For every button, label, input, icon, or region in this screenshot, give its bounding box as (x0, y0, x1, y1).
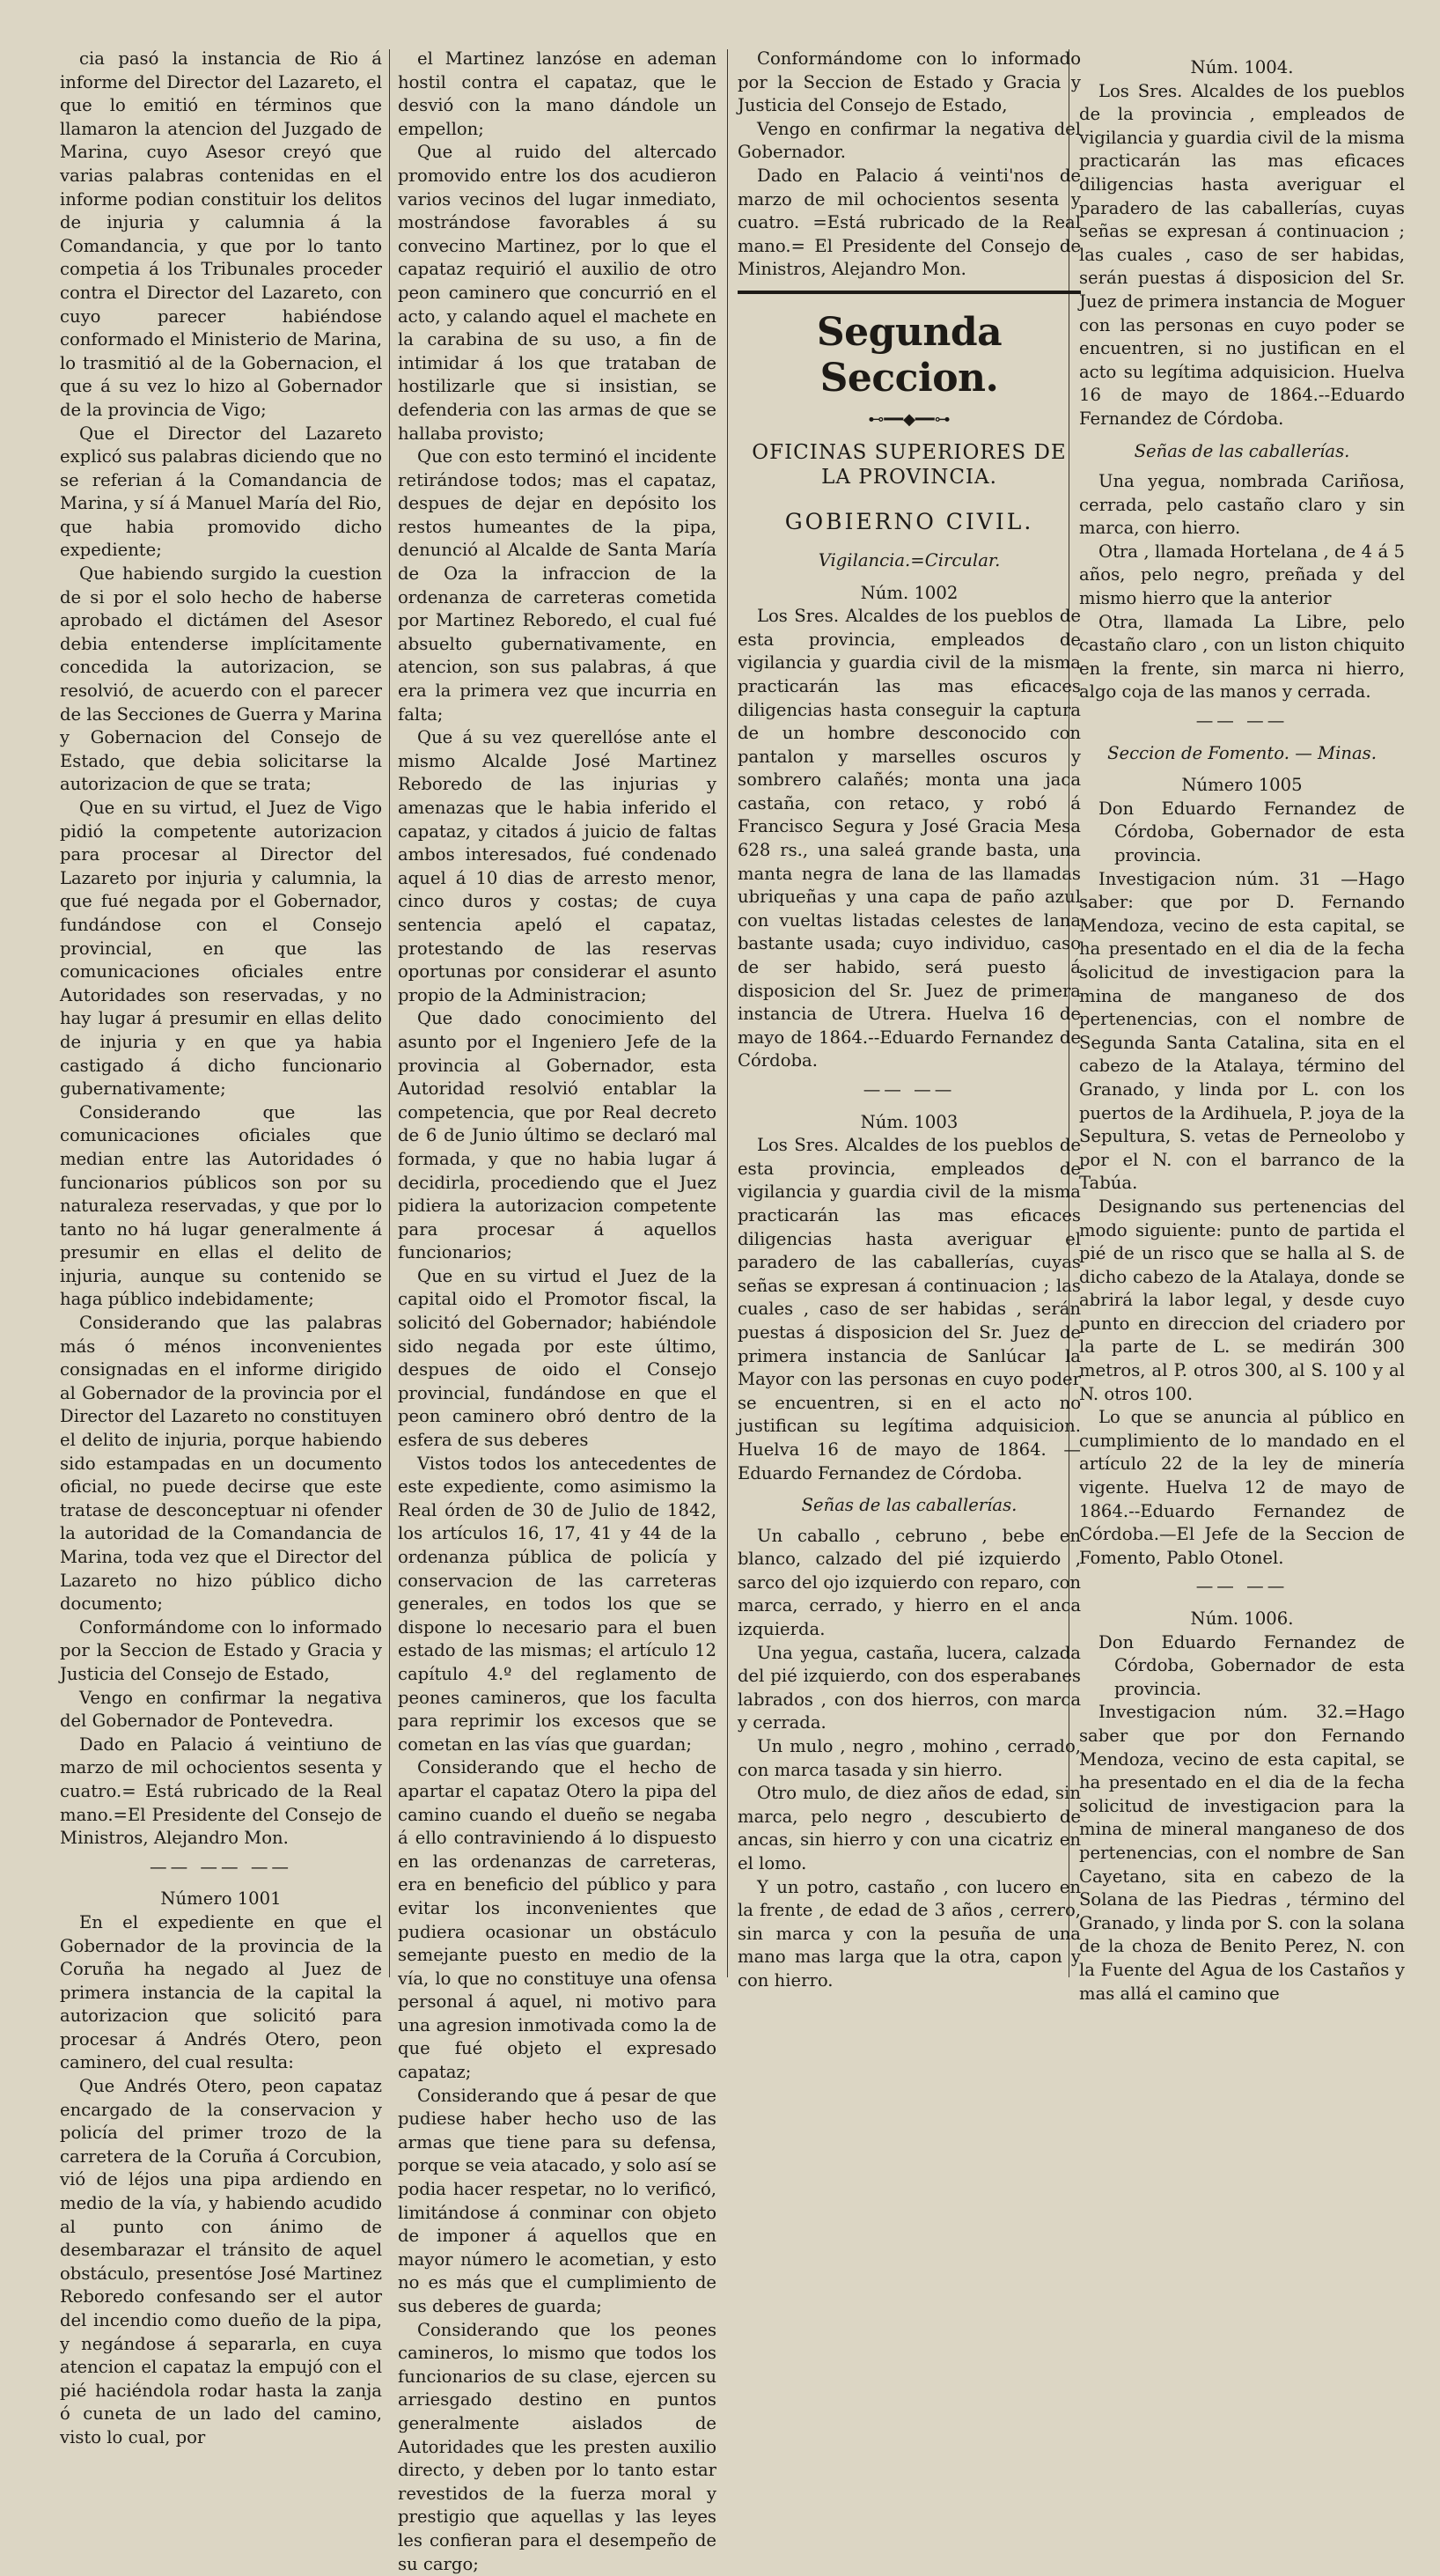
paragraph: Otra, llamada La Libre, pelo castaño claro , con un liston chiquito en la frente, sin marca ni hierro, algo coja de las manos y cerrada. (1079, 611, 1405, 703)
paragraph: el Martinez lanzóse en ademan hostil contra el capataz, que le desvió con la mano dándole un empellon; (398, 48, 716, 139)
separator: —— —— (1195, 710, 1289, 732)
paragraph: Los Sres. Alcaldes de los pueblos de la provincia , empleados de vigilancia y guardia civil de la misma practicarán las mas eficaces diligencias hasta averiguar el paradero de las caballerías, cuyas señas se expresan á continuacion ; las cuales , caso de ser habidas, serán puestas á disposicion del Sr. Juez de primera instancia de Moguer con las personas en cuyo poder se encuentren, si no justifican en el acto su legítima adquisicion. Huelva 16 de mayo de 1864.--Eduardo Fernandez de Córdoba. (1079, 80, 1405, 429)
paragraph: Considerando que las palabras más ó ménos inconvenientes consignadas en el informe dirigido al Gobernador de la provincia por el Director del Lazareto no constituyen el delito de injuria, porque habiendo sido estampadas en un documento oficial, no puede decirse que este tratase de desconceptuar ni ofender la autoridad de la Comandancia de Marina, toda vez que el Director del Lazareto no hizo público dicho documento; (60, 1313, 382, 1615)
column-rule-1 (389, 49, 390, 1977)
paragraph: Que en su virtud, el Juez de Vigo pidió la competente autorizacion para procesar al Director del Lazareto por injuria y calumnia, la que fué negada por el Gobernador, fundándose con el Consejo provincial, en que las comunicaciones oficiales entre Autoridades son reservadas, y no hay lugar á presumir en ellas delito de injuria y en que ya habia castigado á dicho funcionario gubernativamente; (60, 798, 382, 1100)
paragraph: Que Andrés Otero, peon capataz encargado de la conservacion y policía del primer trozo de la carretera de la Coruña á Corcubion, vió de léjos una pipa ardiendo en medio de la vía, y habiendo acudido al punto con ánimo de desembarazar el tránsito de aquel obstáculo, presentóse José Martinez Reboredo confesando ser el autor del incendio como dueño de la pipa, y negándose á separarla, en cuya atencion el capataz la empujó con el pié haciéndola rodar hasta la zanja ó cuneta de un lado del camino, visto lo cual, por (60, 2076, 382, 2447)
paragraph: Vistos todos los antecedentes de este expediente, como asimismo la Real órden de 30 de Julio de 1842, los artículos 16, 17, 41 y 44 de la ordenanza pública de policía y conservacion de las carreteras generales, en todos los que se dispone lo necesario para el buen estado de las mismas; el artículo 12 capítulo 4.º del reglamento de peones camineros, que los faculta para reprimir los excesos que se cometan en las vías que guardan; (398, 1453, 716, 1755)
paragraph: Vengo en confirmar la negativa del Gobernador de Pontevedra. (60, 1687, 382, 1732)
subheading: Señas de las caballerías. (801, 1495, 1018, 1516)
paragraph: Considerando que los peones camineros, lo mismo que todos los funcionarios de su clase, ejercen su arriesgado destino en puntos generalmente aislados de Autoridades que les presten auxilio directo, y deben por lo tanto estar revestidos de la fuerza moral y prestigio que aquellas y las leyes les confieran para el desempeño de su cargo; (398, 2319, 716, 2574)
item-number-heading: Núm. 1006. (1190, 1608, 1294, 1629)
paragraph: Y un potro, castaño , con lucero en la frente , de edad de 3 años , cerrero, sin marca y con la pesuña de una mano mas larga que la otra, capon y con hierro. (738, 1876, 1081, 1991)
paragraph: Conformándome con lo informado por la Seccion de Estado y Gracia y Justicia del Consejo de Estado, (738, 48, 1081, 116)
paragraph: Considerando que á pesar de que pudiese haber hecho uso de las armas que tiene para su defensa, porque se veia atacado, y solo así se podia hacer respetar, no lo verificó, limitándose á conminar con objeto de imponer á aquellos que en mayor número le acometian, y esto no es más que el cumplimiento de sus deberes de guarda; (398, 2085, 716, 2316)
paragraph: Que á su vez querellóse ante el mismo Alcalde José Martinez Reboredo de las injurias y amenazas que le habia inferido el capataz, y citados á juicio de faltas ambos interesados, fué condenado aquel á 10 dias de arresto menor, cinco duros y costas; de cuya sentencia apeló el capataz, protestando de las reservas oportunas por considerar el asunto propio de la Administracion; (398, 727, 716, 1005)
paragraph: Una yegua, castaña, lucera, calzada del pié izquierdo, con dos esperabanes labrados , con dos hierros, con marca y cerrada. (738, 1642, 1081, 1733)
ornament: ⊷━━◆━━⊶ (868, 409, 951, 429)
paragraph: Otro mulo, de diez años de edad, sin marca, pelo negro , descubierto de ancas, sin hierro y con una cicatriz en el lomo. (738, 1783, 1081, 1873)
issuer-line: Don Eduardo Fernandez de Córdoba, Gobernador de esta provincia. (1098, 1631, 1405, 1699)
paragraph: Que al ruido del altercado promovido entre los dos acudieron varios vecinos del lugar inmediato, mostrándose favorables á su convecino Martinez, por lo que el capataz requirió el auxilio de otro peon caminero que concurrió en el acto, y calando aquel el machete en la carabina de su uso, a fin de intimidar á los que trataban de hostilizarle que si insistian, se defenderia con las armas de que se hallaba provisto; (398, 142, 716, 444)
paragraph: Considerando que las comunicaciones oficiales que median entre las Autoridades ó funcionarios públicos son por su naturaleza reservadas, y que por lo tanto no há lugar generalmente á presumir en ellas el delito de injuria, aunque su contenido se haga público indebidamente; (60, 1101, 382, 1310)
separator: —— —— (863, 1079, 956, 1100)
office-title: GOBIERNO CIVIL. (784, 508, 1034, 534)
issuer-line: Don Eduardo Fernandez de Córdoba, Gobernador de esta provincia. (1098, 798, 1405, 865)
paragraph: Que el Director del Lazareto explicó sus palabras diciendo que no se referian á la Comandancia de Marina, y sí á Manuel María del Rio, que habia promovido dicho expediente; (60, 423, 382, 561)
column-4 (1079, 48, 1405, 2004)
paragraph: Conformándome con lo informado por la Seccion de Estado y Gracia y Justicia del Consejo de Estado, (60, 1616, 382, 1684)
separator: —— —— —— (149, 1856, 293, 1877)
section-subtitle: OFICINAS SUPERIORES DE LA PROVINCIA. (752, 440, 1067, 489)
paragraph: Que con esto terminó el incidente retirándose todos; mas el capataz, despues de dejar en depósito los restos humeantes de la pipa, denunció al Alcalde de Santa María de Oza la infraccion de la ordenanza de carreteras cometida por Martinez Reboredo, el cual fué absuelto gubernativamente, en atencion, son sus palabras, á que era la primera vez que incurria en falta; (398, 446, 716, 725)
paragraph: Un caballo , cebruno , bebe en blanco, calzado del pié izquierdo , sarco del ojo izquierdo con reparo, con marca, cerrado, y hierro en el anca izquierda. (738, 1525, 1081, 1640)
paragraph: Que habiendo surgido la cuestion de si por el solo hecho de haberse aprobado el dictámen del Asesor debia entenderse implícitamente concedida la autorizacion, se resolvió, de acuerdo con el parecer de las Secciones de Guerra y Marina y Gobernacion del Consejo de Estado, que debia solicitarse la autorizacion de que se trata; (60, 563, 382, 795)
paragraph: Dado en Palacio á veintiuno de marzo de mil ochocientos sesenta y cuatro.= Está rubricado de la Real mano.=El Presidente del Consejo de Ministros, Alejandro Mon. (60, 1733, 382, 1849)
paragraph: Los Sres. Alcaldes de los pueblos de esta provincia, empleados de vigilancia y guardia civil de la misma practicarán las mas eficaces diligencias hasta conseguir la captura de un hombre desconocido con pantalon y marselles oscuros y sombrero calañés; monta una jaca castaña, con retaco, y robó á Francisco Segura y José Gracia Mesa 628 rs., una saleá grande basta, una manta negra de lana de las llamadas ubriqueñas y una capa de paño azul con vueltas listadas celestes de lana bastante usada; cuyo individuo, caso de ser habido, será puesto á disposicion del Sr. Juez de primera instancia de Utrera. Huelva 16 de mayo de 1864.--Eduardo Fernandez de Córdoba. (738, 606, 1081, 1071)
paragraph: Vengo en confirmar la negativa del Gobernador. (738, 118, 1081, 163)
column-2 (398, 48, 716, 2574)
item-number-heading: Número 1005 (1181, 775, 1303, 796)
paragraph: Otra , llamada Hortelana , de 4 á 5 años, pelo negro, preñada y del mismo hierro que la anterior (1079, 541, 1405, 609)
paragraph: Designando sus pertenencias del modo siguiente: punto de partida el pié de un risco que se halla al S. de dicho cabezo de la Atalaya, donde se abrirá la labor legal, y desde cuyo punto en direccion del criadero por la parte de L. se medirán 300 metros, al P. otros 300, al S. 100 y al N. otros 100. (1079, 1196, 1405, 1404)
paragraph: Dado en Palacio á veinti'nos de marzo de mil ochocientos sesenta y cuatro. =Está rubricado de la Real mano.= El Presidente del Consejo de Ministros, Alejandro Mon. (738, 165, 1081, 280)
item-number-heading: Número 1001 (160, 1888, 282, 1910)
paragraph: cia pasó la instancia de Rio á informe del Director del Lazareto, el que lo emitió en términos que llamaron la atencion del Juzgado de Marina, cuyo Asesor creyó que varias palabras contenidas en el informe podian constituir los delitos de injuria y calumnia á la Comandancia, y que por lo tanto competia á los Tribunales proceder contra el Director del Lazareto, con cuyo parecer habiéndose conformado el Ministerio de Marina, lo trasmitió al de la Gobernacion, el que á su vez lo hizo al Gobernador de la provincia de Vigo; (60, 48, 382, 420)
item-number-heading: Núm. 1004. (1190, 57, 1294, 77)
section-title: Segunda Seccion. (816, 309, 1003, 401)
paragraph: Una yegua, nombrada Cariñosa, cerrada, pelo castaño claro y sin marca, con hierro. (1079, 471, 1405, 539)
item-number-heading: Núm. 1003 (860, 1111, 959, 1132)
heavy-rule (738, 291, 1081, 294)
paragraph: Lo que se anuncia al público en cumplimiento de lo mandado en el artículo 22 de la ley de minería vigente. Huelva 12 de mayo de 1864.--Eduardo Fernandez de Córdoba.—El Jefe de la Seccion de Fomento, Pablo Otonel. (1079, 1407, 1405, 1568)
subheading: Seccion de Fomento. — Minas. (1107, 742, 1377, 763)
paragraph: Que dado conocimiento del asunto por el Ingeniero Jefe de la provincia al Gobernador, esta Autoridad resolvió entablar la competencia, que por Real decreto de 6 de Junio último se declaró mal formada, y que no habia lugar á decidirla, procediendo que el Juez pidiera la autorizacion competente para procesar á aquellos funcionarios; (398, 1008, 716, 1263)
item-number-heading: Núm. 1002 (860, 582, 959, 603)
paragraph: Investigacion núm. 31 —Hago saber: que por D. Fernando Mendoza, vecino de esta capital, se ha presentado en el dia de la fecha solicitud de investigacion para la mina de manganeso de dos pertenencias, con el nombre de Segunda Santa Catalina, sita en el cabezo de la Atalaya, término del Granado, y linda por L. con los puertos de la Ardihuela, P. joya de la Sepultura, S. vetas de Perneolobo y por el N. con el barranco de la Tabúa. (1079, 868, 1405, 1194)
column-1 (60, 48, 382, 2447)
paragraph: En el expediente en que el Gobernador de la provincia de la Coruña ha negado al Juez de primera instancia de la capital la autorizacion que solicitó para procesar á Andrés Otero, peon caminero, del cual resulta: (60, 1911, 382, 2073)
paragraph: Un mulo , negro , mohino , cerrado, con marca tasada y sin hierro. (738, 1736, 1081, 1780)
separator: —— —— (1195, 1576, 1289, 1597)
column-rule-2 (727, 49, 728, 1977)
column-3 (738, 48, 1081, 1990)
paragraph: Considerando que el hecho de apartar el capataz Otero la pipa del camino cuando el dueño se negaba á ello contraviniendo á lo dispuesto en las ordenanzas de carreteras, era en beneficio del público y para evitar los inconvenientes que pudiera ocasionar un obstáculo semejante puesto en medio de la vía, lo que no constituye una ofensa personal á aquel, ni motivo para una agresion inmotivada como la de que fué objeto el expresado capataz; (398, 1757, 716, 2083)
paragraph: Que en su virtud el Juez de la capital oido el Promotor fiscal, la solicitó del Gobernador; habiéndole sido negada por este último, despues de oido el Consejo provincial, fundándose en que el peon caminero obró dentro de la esfera de sus deberes (398, 1265, 716, 1451)
paragraph: Los Sres. Alcaldes de los pueblos de esta provincia, empleados de vigilancia y guardia civil de la misma practicarán las mas eficaces diligencias hasta averiguar el paradero de las caballerías, cuyas señas se expresan á continuacion ; las cuales , caso de ser habidas , serán puestas á disposicion del Sr. Juez de primera instancia de Sanlúcar la Mayor con las personas en cuyo poder se encuentren, si en el acto no justifican su legítima adquisicion. Huelva 16 de mayo de 1864. —Eduardo Fernandez de Córdoba. (738, 1135, 1081, 1483)
subheading: Señas de las caballerías. (1134, 440, 1350, 461)
subheading: Vigilancia.=Circular. (818, 549, 1001, 570)
paragraph: Investigacion núm. 32.=Hago saber que por don Fernando Mendoza, vecino de esta capital, se ha presentado en el dia de la fecha solicitud de investigacion para la mina de mineral manganeso de dos pertenencias, con el nombre de San Cayetano, sita en cabezo de la Solana de las Piedras , término del Granado, y linda por S. con la solana de la choza de Benito Perez, N. con la Fuente del Agua de los Castaños y mas allá el camino que (1079, 1702, 1405, 2004)
